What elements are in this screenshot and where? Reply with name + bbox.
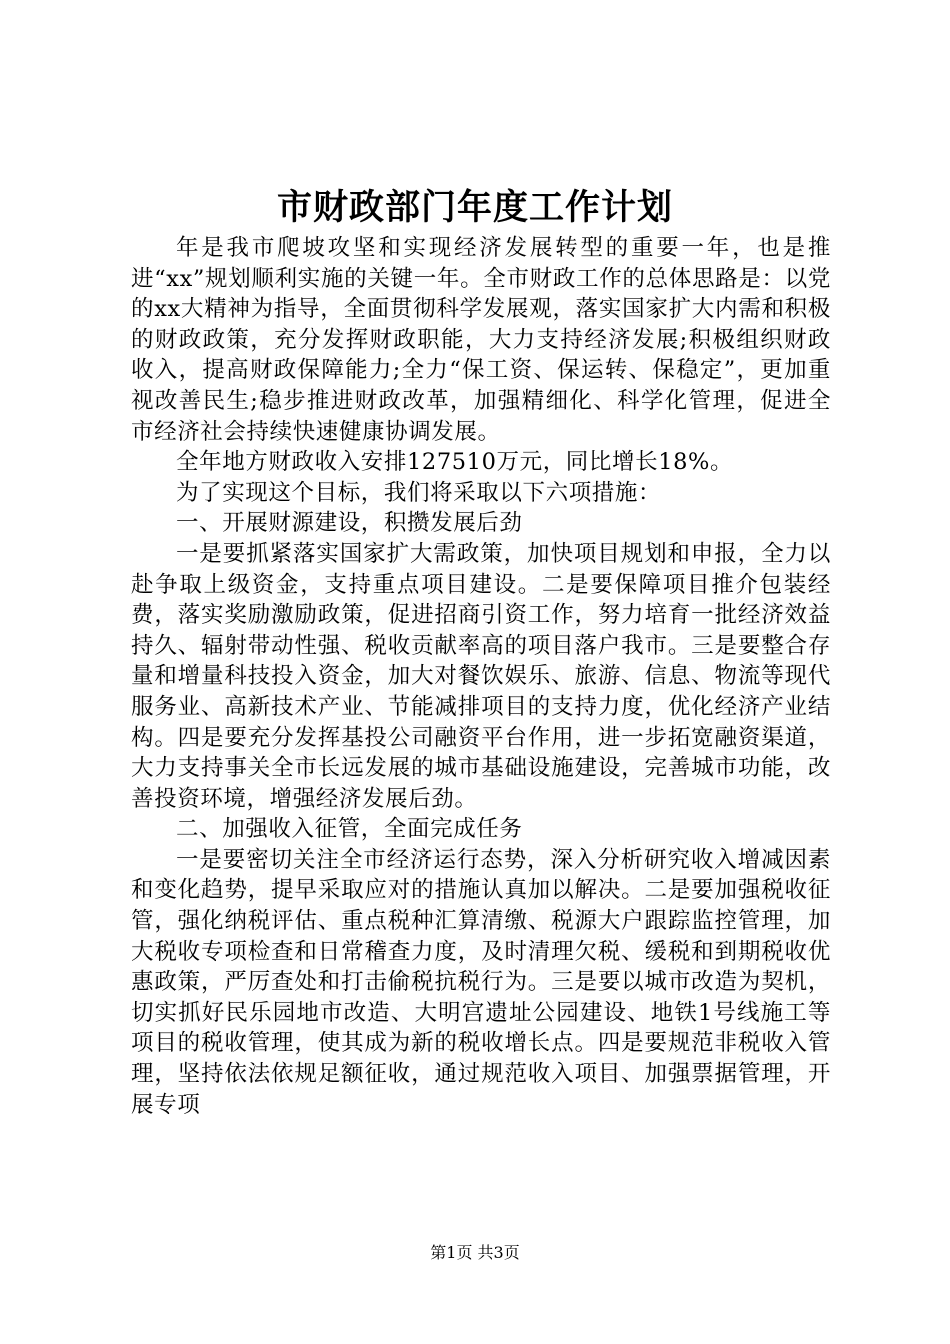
page-footer: 第1页 共3页 [430,1243,520,1262]
document-title: 市财政部门年度工作计划 [276,187,673,228]
paragraph-intro: 年是我市爬坡攻坚和实现经济发展转型的重要一年，也是推进“xx”规划顺利实施的关键一年。全市财政工作的总体思路是：以党的xx大精神为指导，全面贯彻科学发展观，落实国家扩大内需和积极的财政政策，充分发挥财政职能，大力支持经济发展;积极组织财政收入，提高财政保障能力;全力“保工资、保运转、保稳定”，更加重视改善民生;稳步推进财政改革，加强精细化、科学化管理，促进全市经济社会持续快速健康协调发展。 [131,235,831,445]
paragraph-section-1: 一是要抓紧落实国家扩大需政策，加快项目规划和申报，全力以赴争取上级资金，支持重点项目建设。二是要保障项目推介包装经费，落实奖励激励政策，促进招商引资工作，努力培育一批经济效益持久、辐射带动性强、税收贡献率高的项目落户我市。三是要整合存量和增量科技投入资金，加大对餐饮娱乐、旅游、信息、物流等现代服务业、高新技术产业、节能减排项目的支持力度，优化经济产业结构。四是要充分发挥基投公司融资平台作用，进一步拓宽融资渠道，大力支持事关全市长远发展的城市基础设施建设，完善城市功能，改善投资环境，增强经济发展后劲。 [131,540,831,812]
paragraph-revenue-target: 全年地方财政收入安排127510万元，同比增长18%。 [176,449,734,476]
section-heading-2: 二、加强收入征管，全面完成任务 [176,816,523,843]
document-body [131,233,831,1120]
paragraph-measures-intro: 为了实现这个目标，我们将采取以下六项措施： [176,479,662,506]
section-heading-1: 一、开展财源建设，积攒发展后劲 [176,510,523,537]
paragraph-section-2: 一是要密切关注全市经济运行态势，深入分析研究收入增减因素和变化趋势，提早采取应对的措施认真加以解决。二是要加强税收征管，强化纳税评估、重点税种汇算清缴、税源大户跟踪监控管理，加大税收专项检查和日常稽查力度，及时清理欠税、缓税和到期税收优惠政策，严厉查处和打击偷税抗税行为。三是要以城市改造为契机，切实抓好民乐园地市改造、大明宫遗址公园建设、地铁1号线施工等项目的税收管理，使其成为新的税收增长点。四是要规范非税收入管理，坚持依法依规足额征收，通过规范收入项目、加强票据管理，开展专项 [131,846,831,1118]
